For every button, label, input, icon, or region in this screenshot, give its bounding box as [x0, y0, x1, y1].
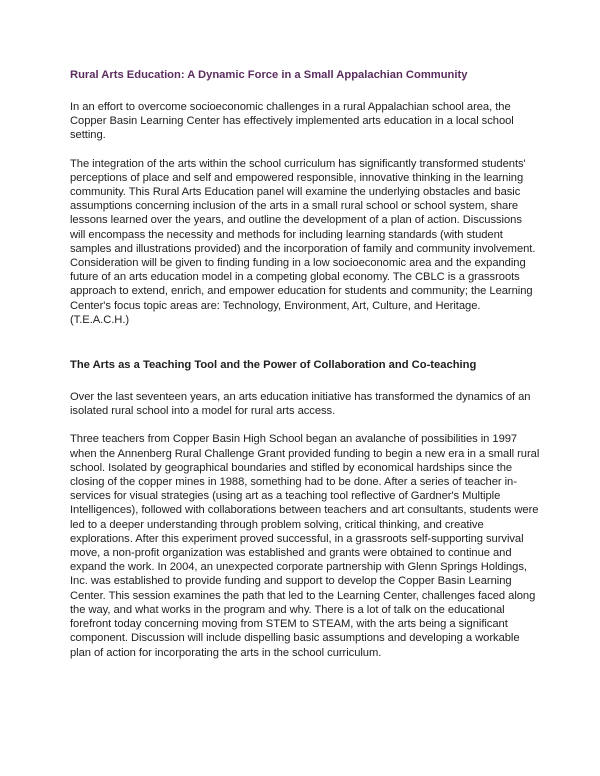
paragraph: Three teachers from Copper Basin High School began an avalanche of possibilities in 1997 when the Annenberg Rural Challenge Grant provided funding to begin a new era in a small rural school. Isolated by geographical boundaries and stifled by economical hardships since the closing of the copper mines in 1988, something had to be done. After a series of teacher in-services for visual strategies (using art as a teaching tool reflective of Gardner's Multiple Intelligences), followed with collaborations between teachers and art consultants, students were led to a deeper understanding through problem solving, critical thinking, and creative explorations. After this experiment proved successful, in a grassroots self-supporting survival move, a non-profit organization was established and grants were obtained to continue and expand the work. In 2004, an unexpected corporate partnership with Glenn Springs Holdings, Inc. was established to provide funding and support to develop the Copper Basin Learning Center. This session examines the path that led to the Learning Center, challenges faced along the way, and what works in the program and why. There is a lot of talk on the educational forefront today concerning moving from STEM to STEAM, with the arts being a significant component. Discussion will include dispelling basic assumptions and developing a workable plan of action for incorporating the arts in the school curriculum. — [70, 433, 540, 659]
section-title: The Arts as a Teaching Tool and the Power of Collaboration and Co-teaching — [70, 359, 477, 372]
section-rural-arts-education — [70, 68, 540, 327]
section-title: Rural Arts Education: A Dynamic Force in a Small Appalachian Community — [70, 69, 468, 81]
document-page — [70, 68, 540, 660]
paragraph: Over the last seventeen years, an arts education initiative has transformed the dynamics of an isolated rural school into a model for rural arts access. — [70, 391, 531, 418]
paragraph: The integration of the arts within the school curriculum has significantly transformed students' perceptions of place and self and empowered responsible, innovative thinking in the learning community. This Rural Arts Education panel will examine the underlying obstacles and basic assumptions concerning inclusion of the arts in a small rural school or school system, share lessons learned over the years, and outline the development of a plan of action. Discussions will encompass the necessity and methods for including learning standards (with student samples and illustrations provided) and the incorporation of family and community involvement. Consideration will be given to finding funding in a low socioeconomic area and the expanding future of an arts education model in a competing global economy. The CBLC is a grassroots approach to extend, enrich, and empower education for students and community; the Learning Center's focus topic areas are: Technology, Environment, Art, Culture, and Heritage. (T.E.A.C.H.) — [70, 157, 536, 326]
section-arts-teaching-tool — [70, 358, 540, 660]
paragraph: In an effort to overcome socioeconomic challenges in a rural Appalachian school area, the Copper Basin Learning Center has effectively implemented arts education in a local school setting. — [70, 101, 514, 142]
